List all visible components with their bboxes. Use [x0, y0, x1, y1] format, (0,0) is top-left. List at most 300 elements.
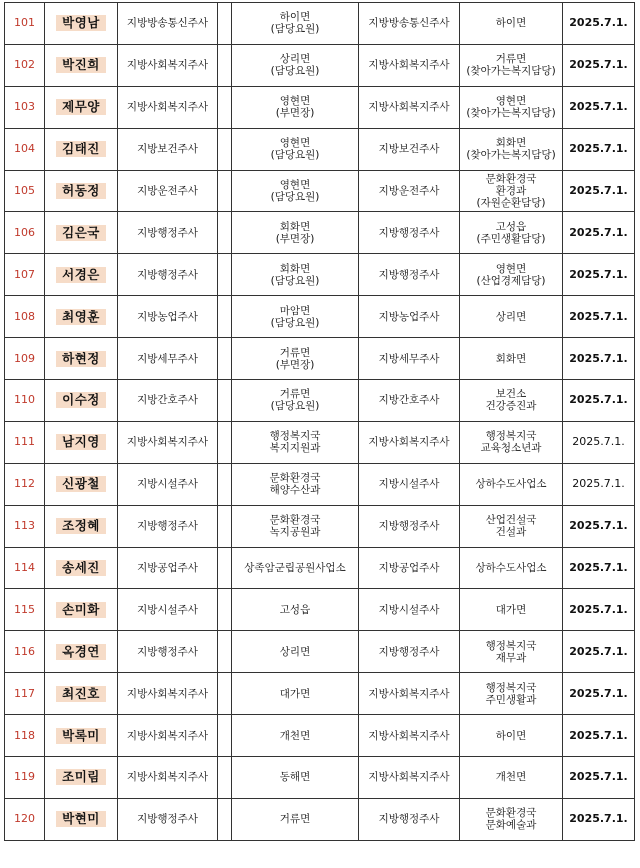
current-post-cell	[232, 798, 359, 840]
new-rank: 지방행정주사	[378, 645, 440, 658]
effective-date: 2025.7.1.	[569, 142, 628, 156]
blank-cell-cell	[218, 673, 232, 715]
employee-name: 신광철	[56, 476, 106, 492]
employee-name: 조미림	[56, 769, 106, 785]
table-row	[5, 798, 635, 840]
current-rank: 지방행정주사	[137, 520, 198, 533]
current-rank: 지방행정주사	[137, 268, 198, 281]
personnel-transfer-table	[4, 2, 635, 841]
new-rank-cell	[359, 547, 460, 589]
row-number: 107	[14, 267, 35, 281]
table-row	[5, 673, 635, 715]
effective-date-cell	[563, 170, 635, 212]
blank-cell-cell	[218, 715, 232, 757]
row-number-cell	[5, 757, 45, 799]
employee-name: 김은국	[56, 225, 106, 241]
new-post: 보건소 건강증진과	[485, 388, 537, 413]
new-post-cell	[460, 86, 563, 128]
row-number-cell	[5, 673, 45, 715]
new-post-cell	[460, 673, 563, 715]
new-rank-cell	[359, 757, 460, 799]
current-post-cell	[232, 338, 359, 380]
effective-date-cell	[563, 212, 635, 254]
new-post-cell	[460, 44, 563, 86]
effective-date-cell	[563, 673, 635, 715]
effective-date-cell	[563, 547, 635, 589]
employee-name: 박현미	[56, 811, 106, 827]
current-post: 마암면 (담당요원)	[270, 304, 320, 329]
new-rank: 지방행정주사	[378, 268, 440, 281]
effective-date: 2025.7.1.	[569, 267, 628, 281]
effective-date-cell	[563, 3, 635, 45]
table-row	[5, 547, 635, 589]
current-rank-cell	[118, 338, 218, 380]
current-rank-cell	[118, 673, 218, 715]
new-post: 행정복지국 교육청소년과	[480, 430, 542, 455]
row-number-cell	[5, 128, 45, 170]
current-post: 고성읍	[279, 603, 311, 616]
new-post: 대가면	[495, 603, 527, 616]
effective-date: 2025.7.1.	[569, 351, 628, 365]
employee-name-cell	[45, 463, 118, 505]
blank-cell-cell	[218, 757, 232, 799]
new-rank: 지방행정주사	[378, 226, 440, 239]
new-post-cell	[460, 715, 563, 757]
effective-date: 2025.7.1.	[569, 770, 628, 784]
new-rank: 지방세무주사	[378, 352, 440, 365]
blank-cell-cell	[218, 505, 232, 547]
employee-name: 박록미	[56, 728, 106, 744]
employee-name-cell	[45, 212, 118, 254]
current-rank: 지방농업주사	[137, 310, 198, 323]
new-post: 거류면 (찾아가는복지담당)	[466, 53, 556, 78]
employee-name: 남지영	[56, 434, 106, 450]
new-rank: 지방방송통신주사	[368, 17, 450, 30]
current-rank: 지방운전주사	[137, 185, 198, 197]
new-post: 행정복지국 주민생활과	[485, 681, 537, 706]
effective-date-cell	[563, 380, 635, 422]
row-number-cell	[5, 631, 45, 673]
current-rank-cell	[118, 715, 218, 757]
current-post-cell	[232, 589, 359, 631]
effective-date: 2025.7.1.	[572, 477, 625, 491]
row-number-cell	[5, 589, 45, 631]
new-rank: 지방사회복지주사	[368, 771, 450, 784]
new-post: 산업건설국 건설과	[485, 514, 537, 539]
current-post-cell	[232, 547, 359, 589]
current-rank-cell	[118, 631, 218, 673]
row-number-cell	[5, 254, 45, 296]
current-post-cell	[232, 86, 359, 128]
effective-date-cell	[563, 44, 635, 86]
current-post: 거류면 (부면장)	[275, 346, 315, 371]
effective-date: 2025.7.1.	[569, 309, 628, 323]
employee-name: 조정혜	[56, 518, 106, 534]
row-number-cell	[5, 3, 45, 45]
new-post: 영현면 (산업경제담당)	[476, 262, 546, 287]
new-rank: 지방사회복지주사	[368, 436, 450, 449]
new-rank-cell	[359, 296, 460, 338]
employee-name-cell	[45, 296, 118, 338]
current-post: 상리면 (담당요원)	[270, 53, 320, 78]
blank-cell-cell	[218, 44, 232, 86]
new-rank-cell	[359, 44, 460, 86]
new-rank: 지방사회복지주사	[368, 59, 450, 72]
employee-name: 서경은	[56, 267, 106, 283]
row-number-cell	[5, 715, 45, 757]
current-rank: 지방행정주사	[137, 813, 198, 826]
current-rank: 지방사회복지주사	[126, 436, 209, 449]
current-rank-cell	[118, 757, 218, 799]
current-post: 문화환경국 해양수산과	[269, 472, 321, 497]
current-rank-cell	[118, 505, 218, 547]
effective-date-cell	[563, 86, 635, 128]
row-number-cell	[5, 547, 45, 589]
effective-date-cell	[563, 421, 635, 463]
new-post-cell	[460, 631, 563, 673]
table-body	[5, 3, 635, 841]
row-number: 106	[14, 225, 35, 239]
table-row	[5, 3, 635, 45]
current-post-cell	[232, 296, 359, 338]
new-post: 회화면	[495, 352, 527, 365]
new-rank-cell	[359, 421, 460, 463]
current-post: 영현면 (부면장)	[275, 95, 315, 120]
current-post: 개천면	[279, 729, 311, 742]
current-post: 영현면 (담당요원)	[270, 137, 320, 162]
current-rank-cell	[118, 463, 218, 505]
current-rank-cell	[118, 170, 218, 212]
current-post: 회화면 (담당요원)	[270, 262, 320, 287]
row-number-cell	[5, 380, 45, 422]
employee-name: 박영남	[56, 15, 106, 31]
employee-name-cell	[45, 589, 118, 631]
current-rank: 지방사회복지주사	[126, 729, 209, 742]
table-row	[5, 170, 635, 212]
effective-date-cell	[563, 254, 635, 296]
current-rank-cell	[118, 44, 218, 86]
new-post-cell	[460, 212, 563, 254]
new-post: 고성읍 (주민생활담당)	[476, 220, 546, 245]
employee-name: 최진호	[56, 686, 106, 702]
row-number: 114	[14, 561, 35, 575]
new-post: 상하수도사업소	[475, 478, 547, 491]
new-rank: 지방사회복지주사	[368, 687, 450, 700]
current-rank: 지방시설주사	[137, 478, 198, 491]
row-number: 109	[14, 351, 35, 365]
effective-date: 2025.7.1.	[569, 184, 628, 197]
new-post: 영현면 (찾아가는복지담당)	[466, 95, 556, 120]
current-post-cell	[232, 170, 359, 212]
table-row	[5, 631, 635, 673]
blank-cell-cell	[218, 254, 232, 296]
current-rank-cell	[118, 212, 218, 254]
current-rank: 지방사회복지주사	[126, 687, 209, 700]
table-row	[5, 128, 635, 170]
blank-cell-cell	[218, 463, 232, 505]
effective-date: 2025.7.1.	[569, 686, 628, 700]
blank-cell-cell	[218, 3, 232, 45]
effective-date-cell	[563, 631, 635, 673]
current-rank: 지방사회복지주사	[126, 59, 209, 72]
new-post-cell	[460, 296, 563, 338]
row-number-cell	[5, 212, 45, 254]
table-row	[5, 757, 635, 799]
employee-name-cell	[45, 673, 118, 715]
effective-date: 2025.7.1.	[569, 16, 628, 30]
current-post-cell	[232, 421, 359, 463]
row-number: 103	[14, 100, 35, 114]
employee-name-cell	[45, 798, 118, 840]
new-post: 하이면	[495, 17, 527, 30]
employee-name-cell	[45, 547, 118, 589]
row-number: 120	[14, 812, 35, 826]
row-number: 118	[14, 728, 35, 742]
row-number-cell	[5, 463, 45, 505]
row-number: 101	[14, 16, 35, 30]
table-row	[5, 715, 635, 757]
new-post-cell	[460, 589, 563, 631]
new-post: 상리면	[495, 310, 527, 323]
current-rank-cell	[118, 421, 218, 463]
effective-date-cell	[563, 715, 635, 757]
table-row	[5, 421, 635, 463]
effective-date-cell	[563, 589, 635, 631]
new-post-cell	[460, 380, 563, 422]
new-rank-cell	[359, 798, 460, 840]
row-number-cell	[5, 338, 45, 380]
employee-name-cell	[45, 421, 118, 463]
new-post-cell	[460, 547, 563, 589]
blank-cell-cell	[218, 421, 232, 463]
current-rank-cell	[118, 254, 218, 296]
current-post: 하이면 (담당요원)	[270, 11, 320, 36]
effective-date: 2025.7.1.	[569, 100, 628, 114]
current-post-cell	[232, 254, 359, 296]
row-number: 115	[14, 602, 35, 616]
blank-cell-cell	[218, 86, 232, 128]
new-post-cell	[460, 463, 563, 505]
employee-name-cell	[45, 338, 118, 380]
current-post: 행정복지국 복지지원과	[269, 430, 321, 455]
row-number: 108	[14, 309, 35, 323]
new-post-cell	[460, 128, 563, 170]
employee-name: 제무양	[56, 99, 106, 115]
current-rank-cell	[118, 86, 218, 128]
new-rank: 지방농업주사	[378, 310, 440, 323]
new-rank: 지방시설주사	[378, 603, 440, 616]
employee-name: 박진희	[56, 57, 106, 73]
employee-name-cell	[45, 757, 118, 799]
row-number-cell	[5, 86, 45, 128]
current-post: 거류면 (담당요원)	[270, 388, 320, 413]
effective-date-cell	[563, 798, 635, 840]
table-row	[5, 380, 635, 422]
current-post-cell	[232, 380, 359, 422]
row-number-cell	[5, 170, 45, 212]
current-post-cell	[232, 505, 359, 547]
current-post-cell	[232, 631, 359, 673]
current-post-cell	[232, 715, 359, 757]
new-rank-cell	[359, 254, 460, 296]
current-rank: 지방사회복지주사	[126, 771, 209, 784]
current-rank-cell	[118, 296, 218, 338]
employee-name: 하현정	[56, 351, 106, 367]
effective-date-cell	[563, 338, 635, 380]
new-rank: 지방행정주사	[378, 813, 440, 826]
current-rank-cell	[118, 3, 218, 45]
current-post: 상리면	[279, 645, 311, 658]
current-rank-cell	[118, 128, 218, 170]
row-number: 105	[14, 184, 35, 197]
row-number: 102	[14, 58, 35, 72]
current-rank: 지방방송통신주사	[126, 17, 209, 30]
table-row	[5, 212, 635, 254]
new-post: 회화면 (찾아가는복지담당)	[466, 137, 556, 162]
current-rank-cell	[118, 380, 218, 422]
effective-date: 2025.7.1.	[569, 225, 628, 239]
new-post-cell	[460, 338, 563, 380]
current-rank: 지방공업주사	[137, 562, 198, 575]
table-row	[5, 44, 635, 86]
effective-date-cell	[563, 505, 635, 547]
new-rank-cell	[359, 3, 460, 45]
current-post: 거류면	[279, 813, 311, 826]
employee-name-cell	[45, 44, 118, 86]
employee-name-cell	[45, 128, 118, 170]
blank-cell-cell	[218, 296, 232, 338]
new-rank-cell	[359, 128, 460, 170]
employee-name-cell	[45, 505, 118, 547]
current-post: 회화면 (부면장)	[275, 220, 315, 245]
employee-name-cell	[45, 86, 118, 128]
employee-name: 손미화	[56, 602, 106, 618]
blank-cell-cell	[218, 380, 232, 422]
current-post-cell	[232, 44, 359, 86]
effective-date-cell	[563, 296, 635, 338]
row-number: 117	[14, 686, 35, 700]
table-row	[5, 463, 635, 505]
new-rank: 지방보건주사	[378, 143, 440, 156]
new-post: 상하수도사업소	[475, 562, 547, 575]
blank-cell-cell	[218, 631, 232, 673]
current-rank: 지방보건주사	[137, 143, 198, 156]
employee-name-cell	[45, 380, 118, 422]
effective-date: 2025.7.1.	[569, 644, 628, 658]
current-post: 문화환경국 녹지공원과	[269, 514, 321, 539]
row-number: 119	[14, 770, 35, 784]
current-rank-cell	[118, 798, 218, 840]
current-rank: 지방행정주사	[137, 226, 198, 239]
current-rank: 지방사회복지주사	[126, 101, 209, 114]
current-post: 대가면	[279, 687, 311, 700]
current-post-cell	[232, 463, 359, 505]
row-number: 113	[14, 519, 35, 533]
current-rank: 지방시설주사	[137, 603, 198, 616]
new-post-cell	[460, 170, 563, 212]
new-rank: 지방운전주사	[378, 185, 440, 197]
table-row	[5, 254, 635, 296]
new-rank-cell	[359, 631, 460, 673]
new-rank-cell	[359, 463, 460, 505]
effective-date: 2025.7.1.	[569, 812, 628, 826]
row-number-cell	[5, 505, 45, 547]
current-rank-cell	[118, 589, 218, 631]
new-post: 행정복지국 재무과	[485, 639, 537, 664]
new-rank-cell	[359, 170, 460, 212]
new-post-cell	[460, 421, 563, 463]
employee-name: 김태진	[56, 141, 106, 157]
blank-cell-cell	[218, 338, 232, 380]
blank-cell-cell	[218, 128, 232, 170]
new-rank-cell	[359, 589, 460, 631]
new-rank-cell	[359, 86, 460, 128]
new-rank: 지방시설주사	[378, 478, 440, 491]
effective-date: 2025.7.1.	[572, 435, 625, 449]
row-number: 116	[14, 644, 35, 658]
current-post-cell	[232, 128, 359, 170]
new-rank: 지방공업주사	[378, 562, 440, 575]
current-post: 동해면	[279, 771, 311, 784]
row-number: 104	[14, 142, 35, 156]
blank-cell-cell	[218, 170, 232, 212]
row-number: 111	[14, 435, 35, 449]
current-post-cell	[232, 757, 359, 799]
effective-date-cell	[563, 757, 635, 799]
employee-name: 옥경연	[56, 644, 106, 660]
current-post-cell	[232, 3, 359, 45]
effective-date: 2025.7.1.	[569, 393, 628, 407]
new-rank: 지방사회복지주사	[368, 729, 450, 742]
row-number-cell	[5, 421, 45, 463]
row-number: 110	[14, 393, 35, 407]
new-post: 하이면	[495, 729, 527, 742]
effective-date: 2025.7.1.	[569, 58, 628, 72]
new-rank: 지방사회복지주사	[368, 101, 450, 114]
new-rank-cell	[359, 338, 460, 380]
table-row	[5, 296, 635, 338]
table-row	[5, 86, 635, 128]
current-post: 영현면 (담당요원)	[270, 179, 320, 203]
employee-name: 허동정	[56, 183, 106, 199]
new-rank-cell	[359, 505, 460, 547]
new-post-cell	[460, 3, 563, 45]
row-number: 112	[14, 477, 35, 491]
blank-cell-cell	[218, 798, 232, 840]
new-post: 개천면	[495, 771, 527, 784]
current-rank: 지방간호주사	[137, 394, 198, 407]
current-rank: 지방세무주사	[137, 352, 198, 365]
effective-date-cell	[563, 128, 635, 170]
table-row	[5, 589, 635, 631]
new-rank-cell	[359, 380, 460, 422]
table-row	[5, 338, 635, 380]
new-rank-cell	[359, 715, 460, 757]
employee-name-cell	[45, 715, 118, 757]
new-post-cell	[460, 798, 563, 840]
blank-cell-cell	[218, 589, 232, 631]
new-rank: 지방행정주사	[378, 520, 440, 533]
employee-name-cell	[45, 170, 118, 212]
row-number-cell	[5, 44, 45, 86]
effective-date-cell	[563, 463, 635, 505]
row-number-cell	[5, 798, 45, 840]
new-post-cell	[460, 505, 563, 547]
new-post: 문화환경국 문화예술과	[485, 807, 537, 832]
current-post-cell	[232, 673, 359, 715]
employee-name: 송세진	[56, 560, 106, 576]
effective-date: 2025.7.1.	[569, 519, 628, 533]
